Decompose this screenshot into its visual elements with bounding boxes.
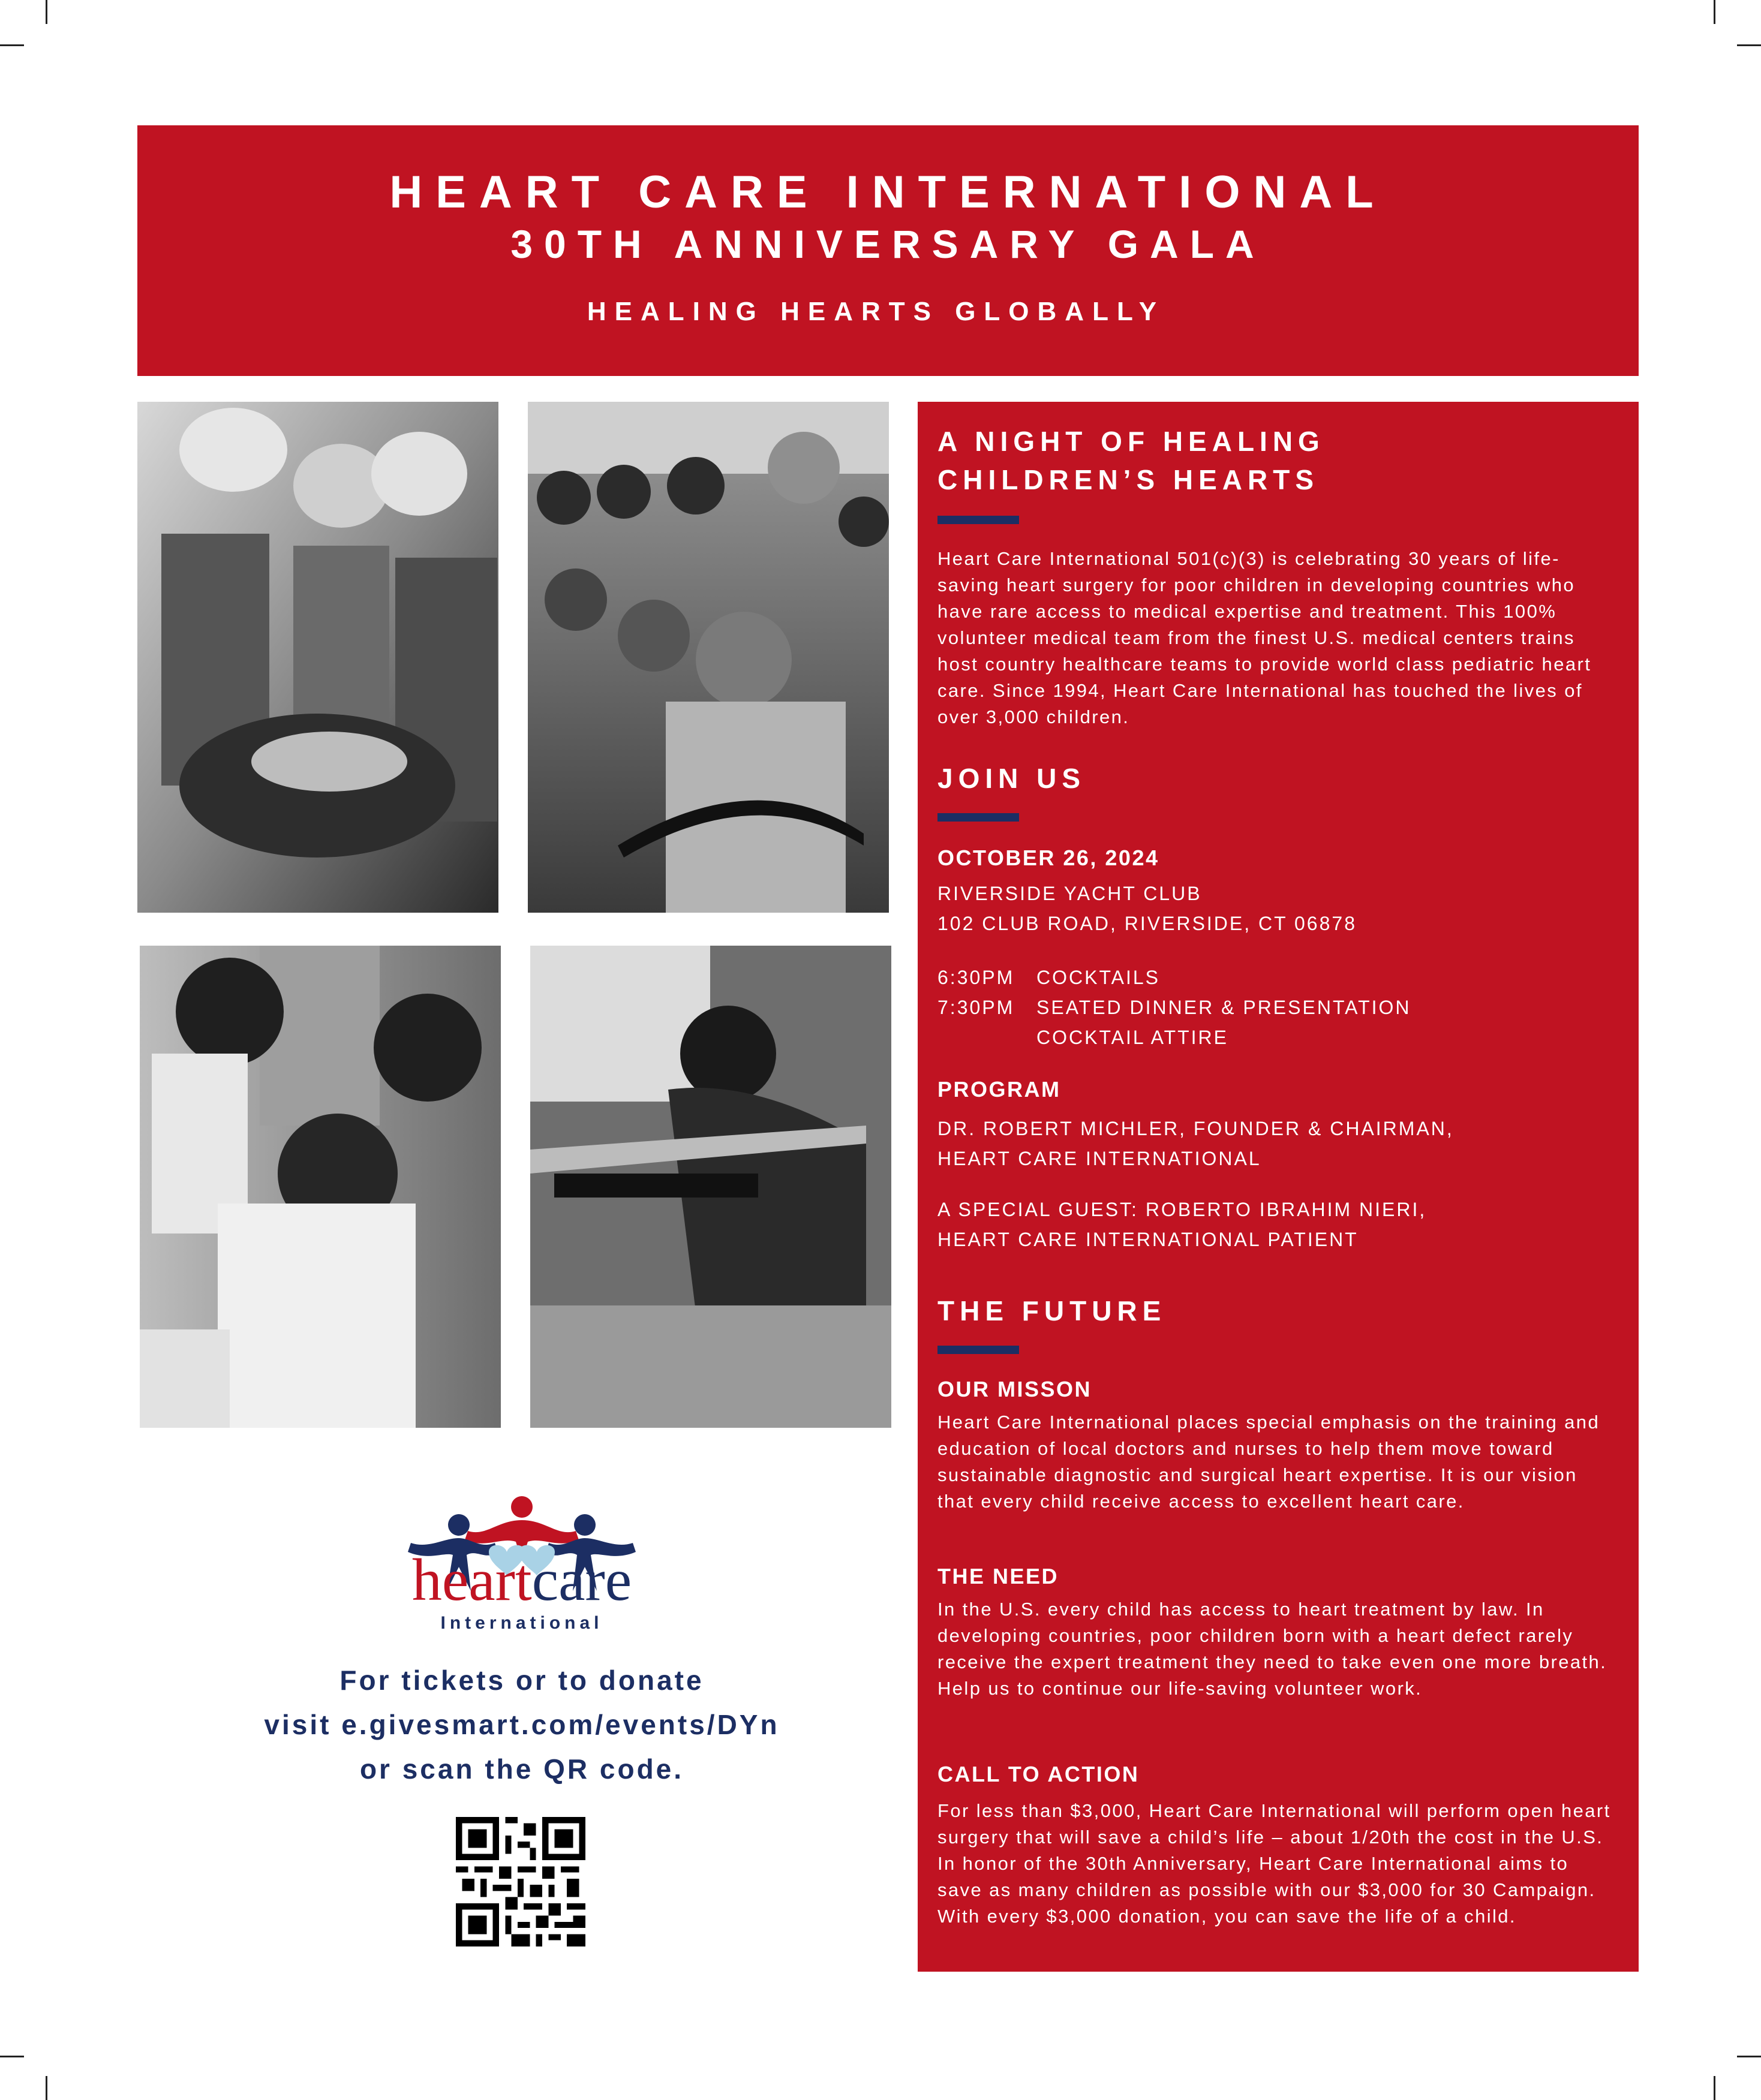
children-group-photo (528, 402, 889, 913)
crop-mark (1714, 2076, 1715, 2100)
crop-mark (0, 2056, 24, 2057)
future-heading: THE FUTURE (937, 1295, 1167, 1326)
section-divider (937, 516, 1019, 524)
program-speaker: DR. ROBERT MICHLER, FOUNDER & CHAIRMAN, (937, 1118, 1454, 1139)
event-gala-title: 30TH ANNIVERSARY GALA (510, 222, 1266, 266)
crop-mark (46, 2076, 47, 2100)
mother-at-bedside-photo (530, 946, 891, 1428)
cta-line: For tickets or to donate (339, 1665, 704, 1696)
event-venue: RIVERSIDE YACHT CLUB (937, 883, 1202, 904)
event-address: 102 CLUB ROAD, RIVERSIDE, CT 06878 (937, 913, 1357, 934)
dress-code: COCKTAIL ATTIRE (1036, 1027, 1228, 1048)
program-speaker: HEART CARE INTERNATIONAL (937, 1148, 1261, 1169)
cta-line: or scan the QR code. (359, 1753, 684, 1785)
mission-body: Heart Care International places special emphasis on the training and education of local doctors and nurses to help them move toward sustainable diagnostic and surgical heart expertise. It is our vision that every child receive access to excellent heart care. (937, 1412, 1600, 1512)
event-tagline: HEALING HEARTS GLOBALLY (587, 297, 1165, 326)
intro-heading: A NIGHT OF HEALING (937, 426, 1325, 457)
action-body: For less than $3,000, Heart Care International will perform open heart surgery that will save a child’s life – about 1/20th the cost in the U.S. In honor of the 30th Anniversary, Heart Care International aims to save as many children as possible with our $3,000 for 30 Campaign. With every $3,000 donation, you can save the life of a child. (937, 1800, 1611, 1927)
heartcare-wordmark (354, 1547, 690, 1613)
event-org-title: HEART CARE INTERNATIONAL (389, 167, 1387, 218)
need-body: In the U.S. every child has access to heart treatment by law. In developing countries, poor children born with a heart defect rarely receive the expert treatment they need to take even one more breath. Help us to continue our life-saving volunteer work. (937, 1599, 1607, 1699)
ticket-cta (198, 1658, 846, 1791)
program-guest: HEART CARE INTERNATIONAL PATIENT (937, 1229, 1359, 1250)
schedule-time: 6:30PM (937, 967, 1015, 988)
schedule-event: COCKTAILS (1036, 967, 1160, 988)
donation-link[interactable]: visit e.givesmart.com/events/DYn (264, 1709, 780, 1740)
intro-body: Heart Care International 501(c)(3) is celebrating 30 years of life-saving heart surgery for poor children in developing countries who have rare access to medical expertise and treatment. This 100% volunteer medical team from the finest U.S. medical centers trains host country healthcare teams to provide world class pediatric heart care. Since 1994, Heart Care International has touched the lives of over 3,000 children. (937, 548, 1592, 727)
program-heading: PROGRAM (937, 1077, 1061, 1102)
crop-mark (1714, 0, 1715, 24)
section-divider (937, 1346, 1019, 1354)
crop-mark (1737, 2056, 1761, 2057)
crop-mark (1737, 44, 1761, 46)
action-heading: CALL TO ACTION (937, 1762, 1140, 1786)
crop-mark (46, 0, 47, 24)
event-info-panel (918, 402, 1639, 1972)
schedule-item (937, 992, 1615, 1022)
event-date: OCTOBER 26, 2024 (937, 846, 1159, 870)
intro-heading: CHILDREN’S HEARTS (937, 464, 1320, 495)
need-heading: THE NEED (937, 1564, 1059, 1588)
surgery-team-photo (137, 402, 498, 913)
schedule-item (937, 962, 1615, 992)
wordmark-heart: heart (411, 1547, 532, 1613)
schedule-time: 7:30PM (937, 997, 1015, 1018)
section-divider (937, 813, 1019, 822)
join-heading: JOIN US (937, 763, 1086, 794)
mission-heading: OUR MISSON (937, 1377, 1092, 1401)
program-guest: A SPECIAL GUEST: ROBERTO IBRAHIM NIERI, (937, 1199, 1427, 1220)
girls-comforting-photo (140, 946, 501, 1428)
wordmark-care: care (531, 1547, 632, 1613)
qr-code[interactable] (456, 1817, 585, 1946)
crop-mark (0, 44, 24, 46)
wordmark-international: International (440, 1613, 603, 1633)
schedule-event: SEATED DINNER & PRESENTATION (1036, 997, 1411, 1018)
header-banner (137, 125, 1639, 376)
